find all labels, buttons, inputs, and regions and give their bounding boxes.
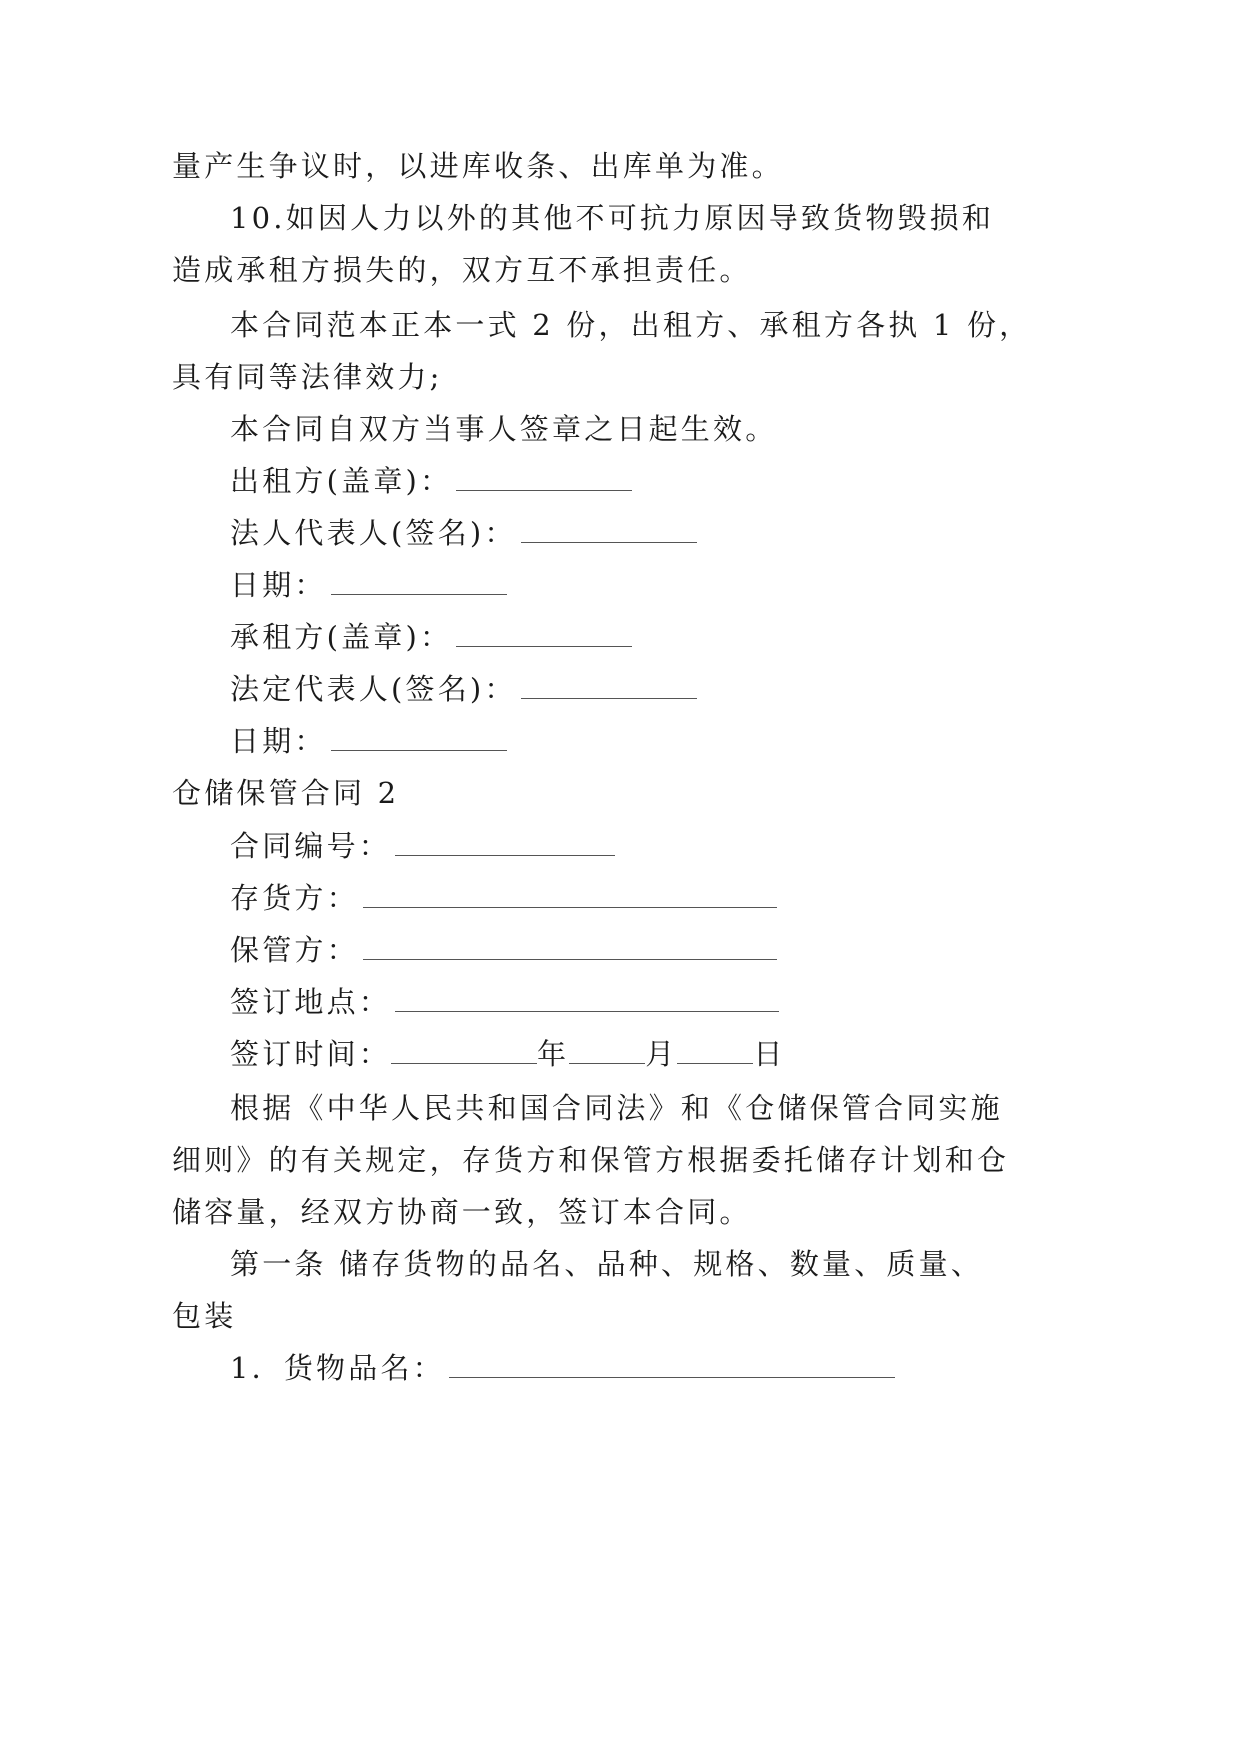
depositor-row	[230, 878, 781, 918]
year-label: 年	[537, 1037, 570, 1071]
article-1-heading: 第一条 储存货物的品名、品种、规格、数量、质量、	[230, 1247, 984, 1281]
goods-name-blank[interactable]	[449, 1351, 895, 1378]
copies-clause: 本合同范本正本一式 2 份，出租方、承租方各执 1 份，	[230, 308, 1032, 342]
date-row	[230, 721, 511, 761]
date-label: 日期：	[230, 724, 327, 758]
signing-time-row	[230, 1034, 786, 1074]
clause-10: 10.如因人力以外的其他不可抗力原因导致货物毁损和	[230, 201, 995, 235]
depositor-blank[interactable]	[363, 881, 777, 908]
statutory-rep-sign-blank[interactable]	[521, 672, 697, 699]
signing-place-label: 签订地点：	[230, 985, 392, 1019]
paragraph-line: 造成承租方损失的，双方互不承担责任。	[172, 253, 752, 287]
depositor-label: 存货方：	[230, 881, 359, 915]
goods-name-row	[230, 1348, 899, 1388]
signing-place-blank[interactable]	[395, 985, 779, 1012]
effective-clause: 本合同自双方当事人签章之日起生效。	[230, 412, 778, 446]
goods-name-label: 1．货物品名：	[230, 1351, 445, 1385]
section-title: 仓储保管合同 2	[172, 776, 400, 810]
date-label: 日期：	[230, 568, 327, 602]
paragraph-line: 量产生争议时，以进库收条、出库单为准。	[172, 149, 784, 183]
day-blank[interactable]	[677, 1037, 753, 1064]
lessor-seal-label: 出租方(盖章)：	[230, 464, 453, 498]
custodian-label: 保管方：	[230, 933, 359, 967]
lessor-seal-row	[230, 461, 636, 501]
signing-place-row	[230, 982, 783, 1022]
lessee-seal-label: 承租方(盖章)：	[230, 620, 453, 654]
date-row	[230, 565, 511, 605]
date-blank[interactable]	[331, 724, 507, 751]
legal-rep-sign-blank[interactable]	[521, 516, 697, 543]
preamble-line: 根据《中华人民共和国合同法》和《仓储保管合同实施	[230, 1091, 1003, 1125]
preamble-line: 储容量，经双方协商一致，签订本合同。	[172, 1195, 752, 1229]
contract-number-row	[230, 826, 619, 866]
lessee-seal-row	[230, 617, 636, 657]
month-blank[interactable]	[569, 1037, 645, 1064]
statutory-rep-sign-row	[230, 669, 701, 709]
month-label: 月	[645, 1037, 678, 1071]
contract-number-label: 合同编号：	[230, 829, 392, 863]
signing-time-label: 签订时间：	[230, 1037, 392, 1071]
day-label: 日	[753, 1037, 786, 1071]
preamble-line: 细则》的有关规定，存货方和保管方根据委托储存计划和仓	[172, 1143, 1010, 1177]
paragraph-line: 具有同等法律效力;	[172, 360, 443, 394]
lessee-seal-blank[interactable]	[456, 620, 632, 647]
statutory-rep-sign-label: 法定代表人(签名)：	[230, 672, 517, 706]
custodian-row	[230, 930, 781, 970]
article-1-heading-cont: 包装	[172, 1299, 237, 1333]
contract-number-blank[interactable]	[395, 829, 615, 856]
lessor-seal-blank[interactable]	[456, 464, 632, 491]
year-blank[interactable]	[391, 1037, 537, 1064]
legal-rep-sign-row	[230, 513, 701, 553]
legal-rep-sign-label: 法人代表人(签名)：	[230, 516, 517, 550]
custodian-blank[interactable]	[363, 933, 777, 960]
date-blank[interactable]	[331, 568, 507, 595]
